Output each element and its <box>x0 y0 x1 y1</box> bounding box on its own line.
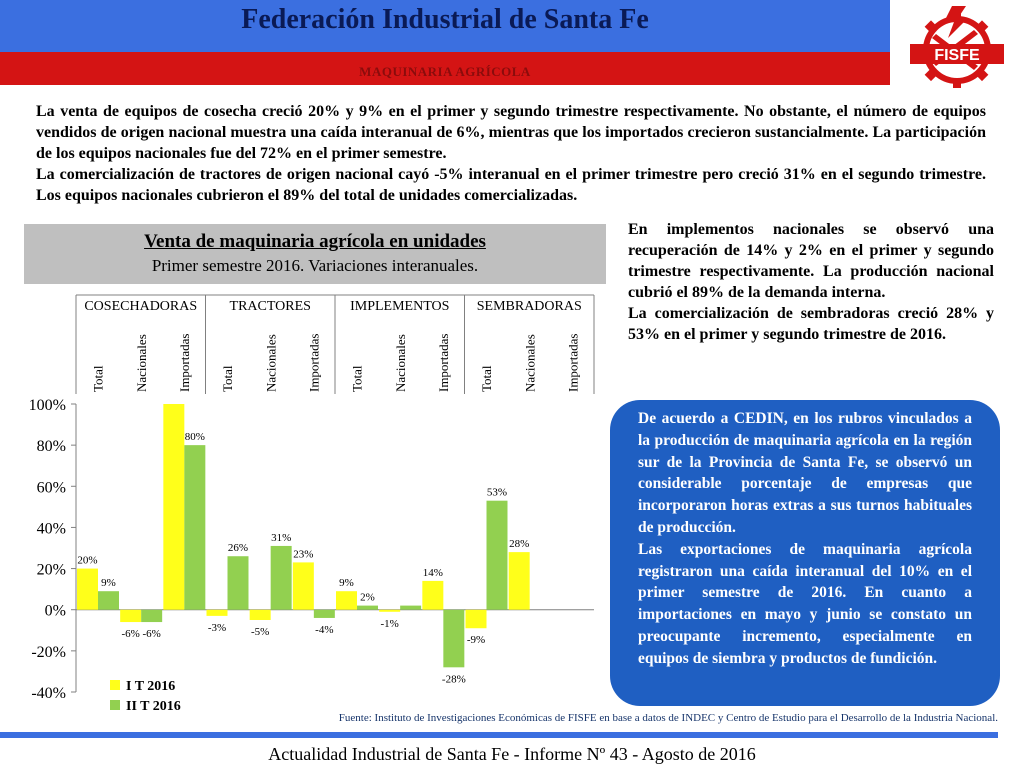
data-label: -4% <box>315 623 334 636</box>
data-label: -6% <box>121 628 140 641</box>
y-tick-label: 100% <box>28 397 66 414</box>
y-tick-label: -40% <box>31 685 66 702</box>
data-label: 53% <box>486 486 508 499</box>
category-label: Importadas <box>565 333 581 392</box>
bar-q1 <box>207 610 228 616</box>
data-label: -28% <box>441 673 466 686</box>
y-tick-label: 80% <box>36 438 66 456</box>
category-label: Importadas <box>306 333 322 392</box>
fisfe-logo <box>896 4 1018 94</box>
data-label: -3% <box>207 621 227 634</box>
category-label: Nacionales <box>133 334 149 392</box>
group-label: SEMBRADORAS <box>476 299 582 314</box>
y-tick-label: 0% <box>44 602 66 620</box>
source-note: Fuente: Instituto de Investigaciones Económicas de FISFE en base a datos de INDEC y Centro de Estudio para el Desarrollo de la Industria Nacional. <box>338 712 998 724</box>
data-label: 26% <box>227 542 249 555</box>
category-label: Importadas <box>176 333 192 392</box>
category-label: Total <box>349 365 365 392</box>
data-label: 20% <box>77 554 98 567</box>
y-tick-label: 60% <box>36 479 66 497</box>
data-label: 9% <box>339 577 354 590</box>
footer-text: Actualidad Industrial de Santa Fe - Informe Nº 43 - Agosto de 2016 <box>268 744 756 764</box>
info-bubble-text <box>638 408 972 670</box>
bar-q2 <box>141 610 162 622</box>
right-paragraph-1: En implementos nacionales se observó una recuperación de 14% y 2% en el primer y segundo trimestre respectivamente. La producción nacional cubrió el 89% de la demanda interna. <box>628 221 994 301</box>
legend-swatch <box>110 700 120 710</box>
data-label: -6% <box>142 628 161 641</box>
legend-swatch <box>110 680 120 690</box>
category-label: Total <box>479 365 495 392</box>
right-commentary <box>628 219 994 345</box>
category-label: Nacionales <box>392 334 408 392</box>
bar-q1 <box>293 562 314 609</box>
data-label: 31% <box>271 531 292 544</box>
category-label: Nacionales <box>263 334 279 392</box>
bar-q1 <box>466 610 487 629</box>
data-label: 14% <box>422 566 443 579</box>
data-label: 80% <box>184 431 205 444</box>
group-label: COSECHADORAS <box>84 299 198 314</box>
logo-text: FISFE <box>934 47 980 64</box>
bar-q2 <box>443 610 464 668</box>
bar-q2 <box>357 606 378 610</box>
page-title: Federación Industrial de Santa Fe <box>241 4 649 35</box>
bar-q2 <box>228 556 249 609</box>
category-label: Importadas <box>435 333 451 392</box>
category-label: Total <box>220 365 236 392</box>
data-label: 9% <box>101 577 116 590</box>
y-tick-label: -20% <box>31 643 66 661</box>
intro-paragraph-1: La venta de equipos de cosecha creció 20% y 9% en el primer y segundo trimestre respectivamente. No obstante, el número de equipos vendidos de origen nacional muestra una caída interanual de 6%, mientras que los importados crecieron sustancialmente. La participación de los equipos nacionales fue del 72% en el primer semestre. <box>36 103 986 162</box>
data-label: 2% <box>360 591 375 604</box>
data-label: 23% <box>293 548 314 561</box>
intro-paragraph-2: La comercialización de tractores de origen nacional cayó -5% interanual en el primer trimestre pero creció 31% en el segundo trimestre. Los equipos nacionales cubrieron el 89% del total de unidades comercializadas. <box>36 166 986 204</box>
chart-title: Venta de maquinaria agrícola en unidades <box>144 231 486 252</box>
section-subtitle: MAQUINARIA AGRÍCOLA <box>359 64 531 79</box>
chart-subtitle: Primer semestre 2016. Variaciones interanuales. <box>151 256 479 275</box>
intro-text <box>36 101 986 206</box>
bar-chart <box>0 286 610 716</box>
bar-q1 <box>250 610 271 620</box>
data-label: -1% <box>380 617 399 630</box>
bar-q2 <box>400 606 421 610</box>
bar-q1 <box>120 610 141 622</box>
y-tick-label: 20% <box>36 561 66 579</box>
bar-q2 <box>271 546 292 610</box>
bar-q1 <box>77 569 98 610</box>
group-label: TRACTORES <box>229 299 311 314</box>
bar-q2 <box>487 501 508 610</box>
data-label: -5% <box>251 626 270 638</box>
bar-q1 <box>509 552 530 610</box>
group-label: IMPLEMENTOS <box>350 299 450 314</box>
bar-q1 <box>163 404 184 610</box>
legend-label: I T 2016 <box>126 679 176 694</box>
bar-q2 <box>98 591 119 610</box>
category-label: Total <box>90 365 106 392</box>
footer-blue-bar <box>0 732 998 738</box>
bar-q1 <box>422 581 443 610</box>
category-label: Nacionales <box>522 334 538 392</box>
legend-label: II T 2016 <box>126 699 181 714</box>
data-label: -9% <box>466 634 486 647</box>
right-paragraph-2: La comercialización de sembradoras creció 28% y 53% en el primer y segundo trimestre de 2016. <box>628 305 994 343</box>
bubble-paragraph-2: Las exportaciones de maquinaria agrícola registraron una caída interanual del 10% en el primer semestre de 2016. En cuanto a importaciones en mayo y junio se constato un preocupante incremento, especialmente en equipos de siembra y productos de fundición. <box>638 540 972 667</box>
bubble-paragraph-1: De acuerdo a CEDIN, en los rubros vinculados a la producción de maquinaria agrícola en la región sur de la Provincia de Santa Fe, se observó un considerable porcentaje de empresas que incorporaron horas extras a sus turnos habituales de producción. <box>638 410 972 536</box>
bar-q1 <box>336 591 357 610</box>
data-label: 28% <box>509 538 530 551</box>
bar-q1 <box>379 610 400 612</box>
y-tick-label: 40% <box>36 520 66 538</box>
bar-q2 <box>184 445 205 610</box>
bar-q2 <box>314 610 335 618</box>
